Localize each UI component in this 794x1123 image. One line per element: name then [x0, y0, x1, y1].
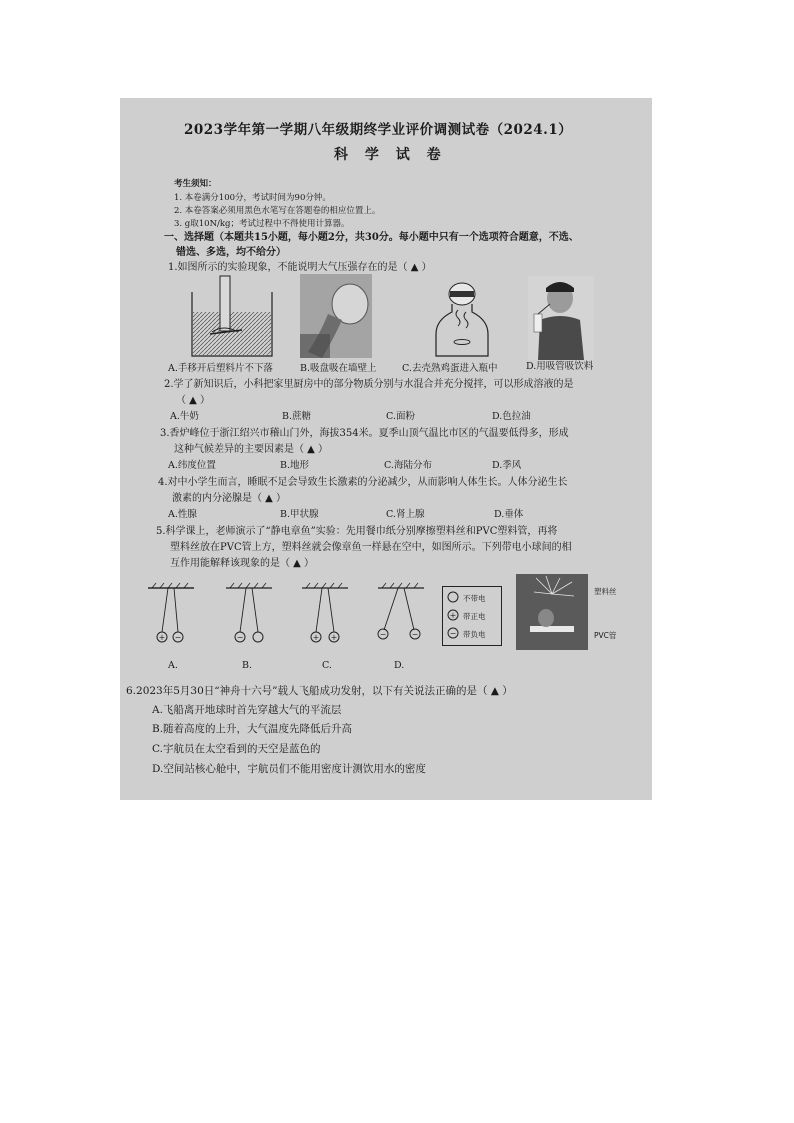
q3-option-c: C.海陆分布 [384, 460, 432, 471]
q4-option-a: A.性腺 [168, 509, 197, 520]
notice-item: 3. g取10N/kg；考试过程中不得使用计算器。 [174, 219, 350, 229]
q6-option-c: C.宇航员在太空看到的天空是蓝色的 [152, 743, 321, 755]
legend-positive: 带正电 [463, 612, 486, 621]
svg-text:+: + [449, 611, 457, 620]
q2-option-c: C.面粉 [386, 411, 415, 422]
q5-static-octopus-photo [516, 574, 588, 650]
question-3-stem: 3.香炉峰位于浙江绍兴市稽山门外，海拔354米。夏季山顶气温比市区的气温要低得多，形成 [160, 428, 569, 439]
question-2-stem: 2.学了新知识后，小科把家里厨房中的部分物质分别与水混合并充分搅拌，可以形成溶液的是 [164, 379, 574, 390]
pendulum-d [378, 583, 424, 639]
figure-egg-bottle [426, 282, 498, 362]
question-5-stem: 5.科学课上，老师演示了“静电章鱼”实验：先用餐巾纸分别摩擦塑料丝和PVC塑料管，再将 [156, 526, 558, 537]
q5-pendulum-figures [148, 582, 458, 652]
figure-boy-straw-photo [528, 276, 594, 360]
svg-text:+: + [330, 633, 338, 642]
q4-option-c: C.肾上腺 [386, 509, 425, 520]
exam-subtitle: 科 学 试 卷 [334, 147, 447, 163]
q3-option-a: A.纬度位置 [168, 460, 216, 471]
question-1-stem: 1.如图所示的实验现象，不能说明大气压强存在的是（ ▲ ） [168, 262, 432, 273]
figure-suction-cup-photo [300, 274, 372, 358]
question-2-stem-cont: （ ▲ ） [176, 395, 211, 406]
notice-item: 1. 本卷满分100分，考试时间为90分钟。 [174, 193, 331, 203]
q6-option-d: D.空间站核心舱中，宇航员们不能用密度计测饮用水的密度 [152, 763, 426, 775]
question-5-stem-cont: 互作用能解释该现象的是（ ▲ ） [170, 558, 315, 569]
q3-option-d: D.季风 [492, 460, 522, 471]
q2-option-a: A.牛奶 [170, 411, 199, 422]
q5-option-d: D. [394, 660, 405, 671]
q6-option-b: B.随着高度的上升，大气温度先降低后升高 [152, 723, 353, 735]
q1-option-c: C.去壳熟鸡蛋进入瓶中 [402, 363, 498, 374]
q4-option-d: D.垂体 [494, 509, 524, 520]
section-heading-cont: 错选、多选，均不给分） [176, 247, 286, 258]
exam-title: 2023学年第一学期八年级期终学业评价调测试卷（2024.1） [184, 122, 573, 138]
q1-option-d: D.用吸管吸饮料 [526, 361, 594, 372]
notice-item: 2. 本卷答案必须用黑色水笔写在答题卷的相应位置上。 [174, 206, 381, 216]
legend-negative: 带负电 [463, 630, 486, 639]
svg-text:−: − [379, 630, 387, 639]
notice-heading: 考生须知： [174, 179, 217, 189]
question-6-stem: 6.2023年5月30日“神舟十六号”载人飞船成功发射，以下有关说法正确的是（ ▲ ） [126, 685, 513, 697]
section-heading: 一、选择题（本题共15小题，每小题2分，共30分。每小题中只有一个选项符合题意，不选、 [164, 232, 579, 243]
legend-symbols [447, 591, 459, 641]
q5-legend [442, 586, 502, 646]
q2-option-b: B.蔗糖 [282, 411, 312, 422]
svg-text:−: − [174, 633, 182, 642]
figure-beaker-tube [180, 274, 280, 364]
question-3-stem-cont: 这种气候差异的主要因素是（ ▲ ） [174, 444, 329, 455]
svg-text:+: + [158, 633, 166, 642]
svg-text:+: + [312, 633, 320, 642]
q2-option-d: D.色拉油 [492, 411, 531, 422]
q5-option-c: C. [322, 660, 332, 671]
exam-paper-photo [120, 98, 652, 800]
q1-option-a: A.手移开后塑料片不下落 [168, 363, 273, 374]
q4-option-b: B.甲状腺 [280, 509, 319, 520]
q3-option-b: B.地形 [280, 460, 310, 471]
q5-option-a: A. [168, 660, 178, 671]
question-5-stem-cont: 塑料丝放在PVC管上方，塑料丝就会像章鱼一样悬在空中，如图所示。下列带电小球间的相 [170, 542, 572, 553]
svg-text:−: − [236, 633, 244, 642]
photo-label-pvc-tube: PVC管 [594, 631, 617, 640]
legend-uncharged: 不带电 [463, 594, 486, 603]
svg-text:−: − [449, 629, 457, 638]
photo-label-plastic-thread: 塑料丝 [594, 587, 617, 596]
svg-text:−: − [411, 630, 419, 639]
question-4-stem-cont: 激素的内分泌腺是（ ▲ ） [172, 493, 287, 504]
question-4-stem: 4.对中小学生而言，睡眠不足会导致生长激素的分泌减少，从而影响人体生长。人体分泌生长 [158, 477, 568, 488]
q5-option-b: B. [242, 660, 253, 671]
pendulum-c [302, 583, 348, 642]
q1-option-b: B.吸盘吸在墙壁上 [300, 363, 377, 374]
pendulum-a [148, 583, 194, 642]
q6-option-a: A.飞船离开地球时首先穿越大气的平流层 [152, 704, 342, 716]
pendulum-b [226, 583, 272, 642]
